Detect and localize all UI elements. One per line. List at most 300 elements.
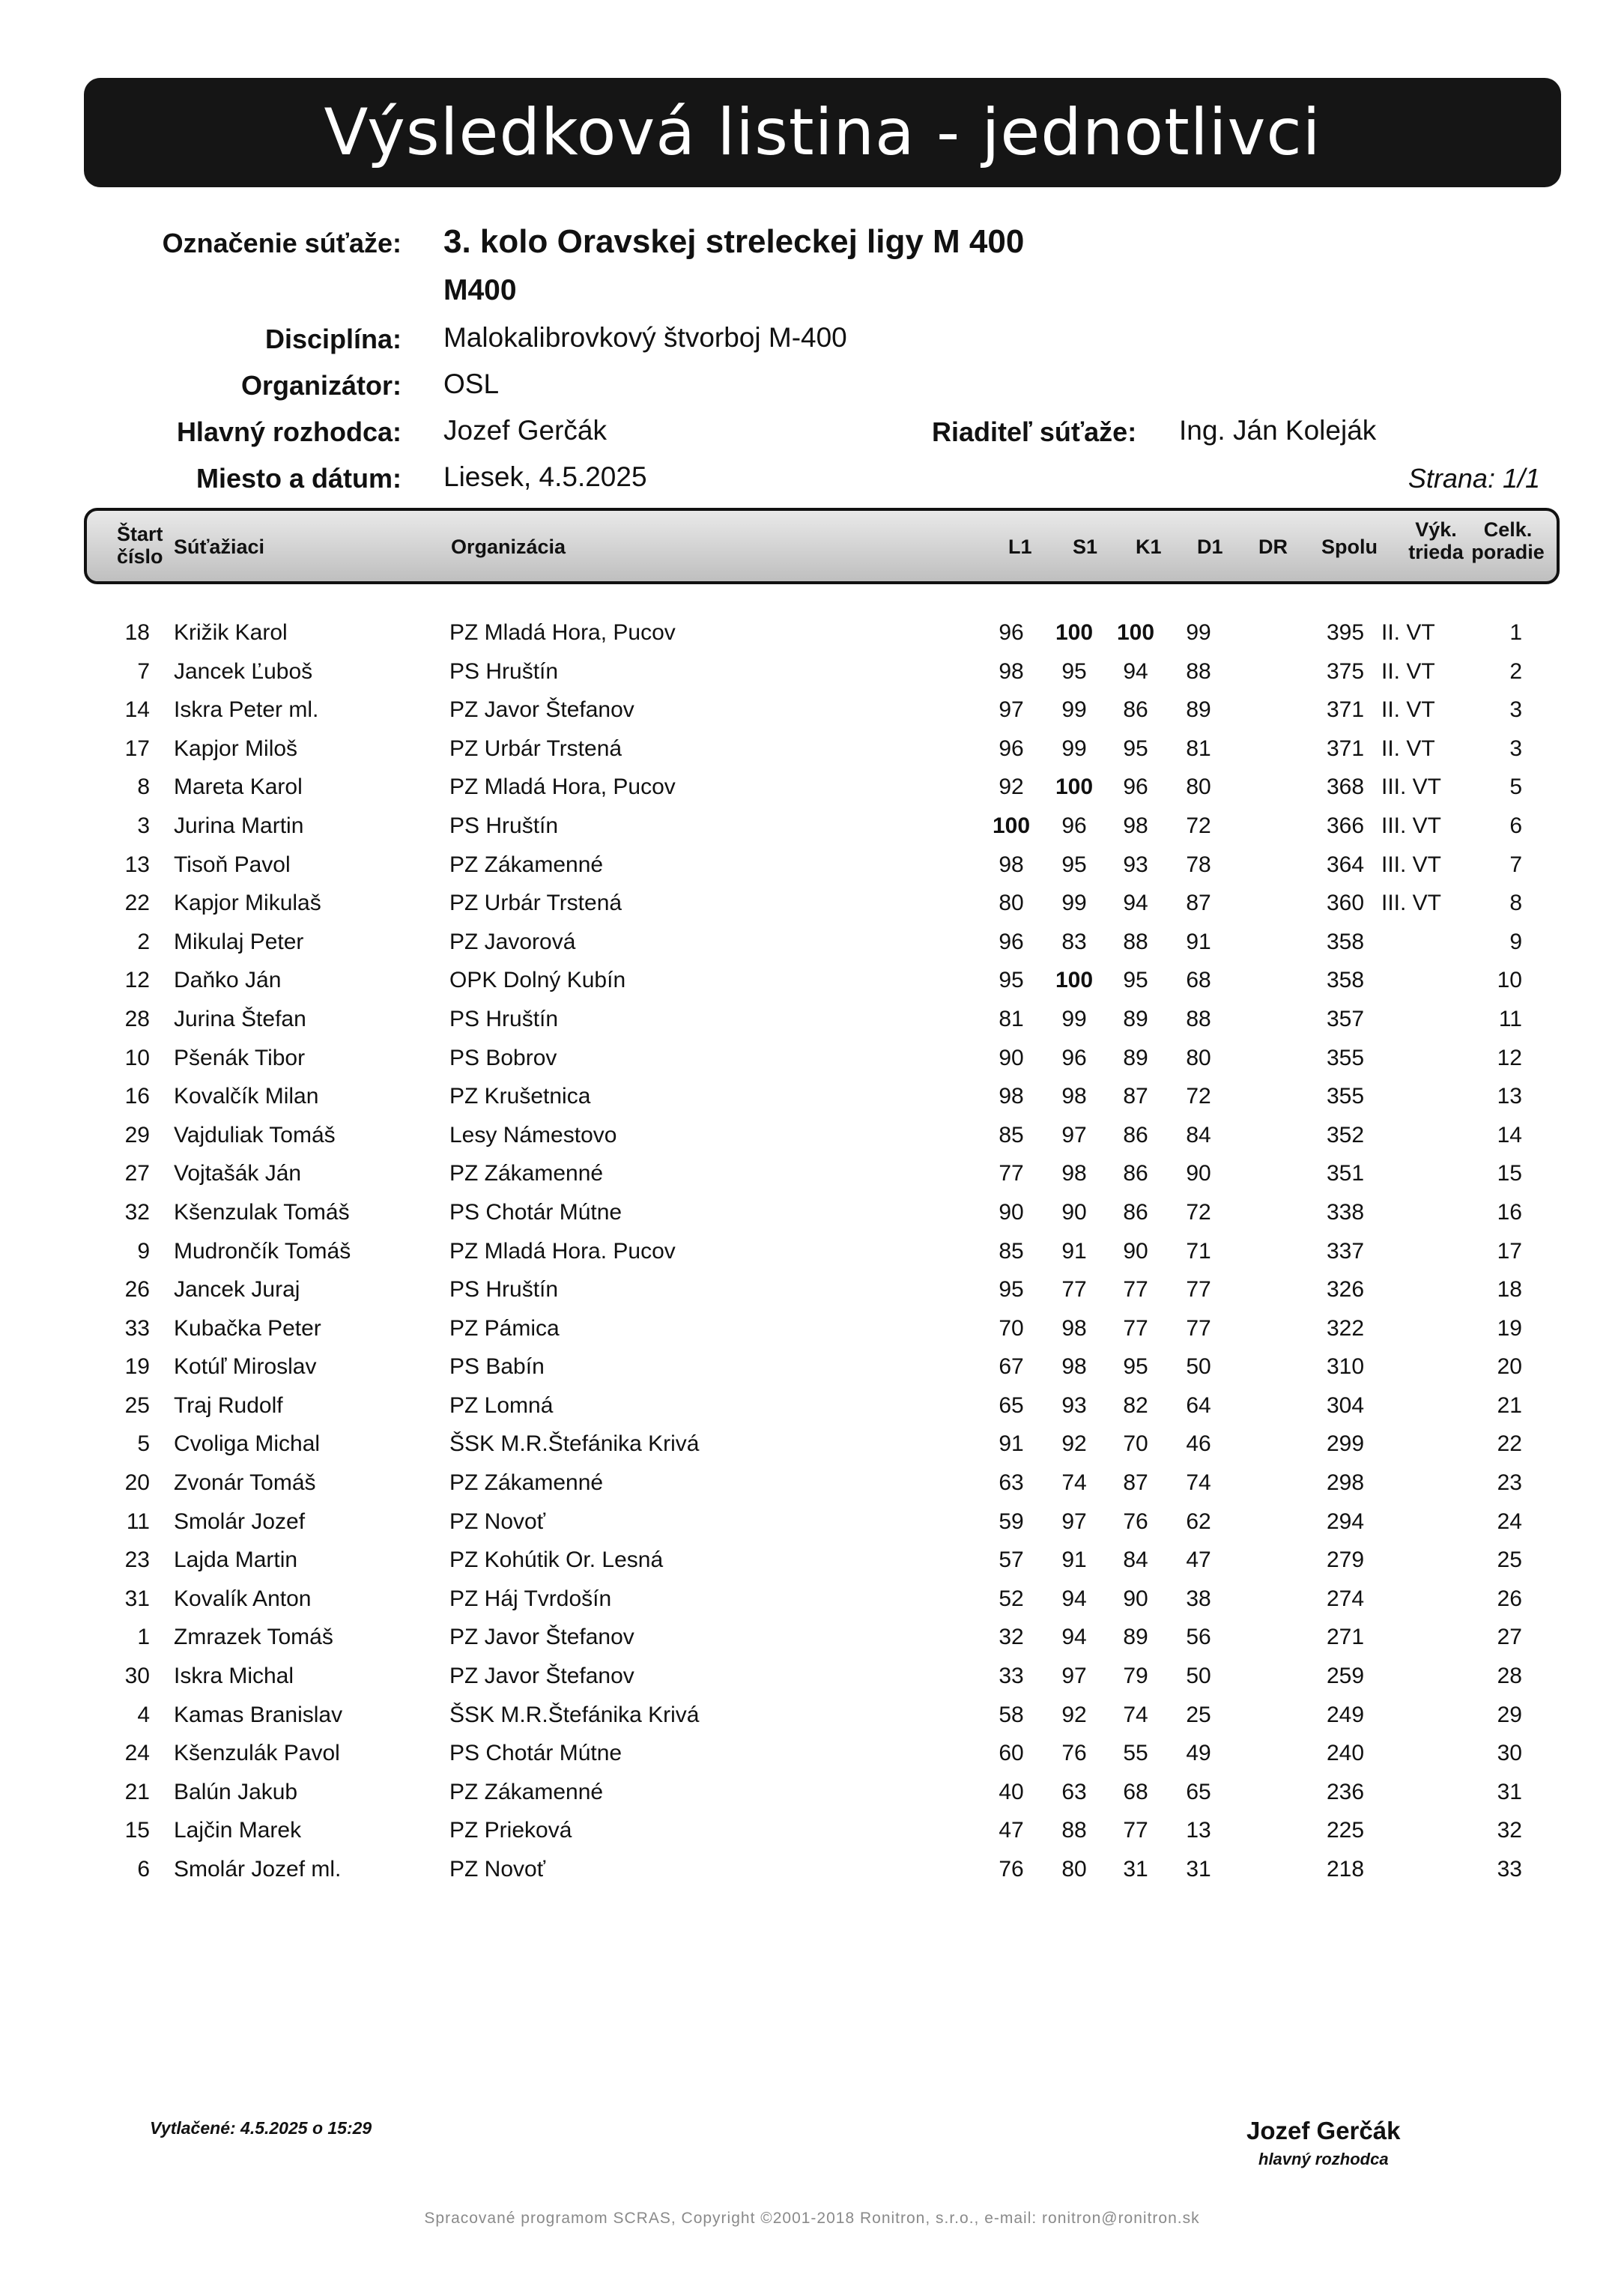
overall-rank: 16 <box>1497 1199 1522 1225</box>
overall-rank: 19 <box>1497 1315 1522 1341</box>
table-row <box>0 1001 1624 1040</box>
table-row <box>0 1233 1624 1272</box>
header-start-line2: číslo <box>117 545 163 568</box>
organization: PS Hruštín <box>449 658 559 684</box>
organization: PZ Urbár Trstená <box>449 736 622 761</box>
competitor-name: Iskra Peter ml. <box>174 697 319 723</box>
competition-sub: M400 <box>443 274 517 306</box>
score-l1: 96 <box>999 620 1024 645</box>
score-l1: 95 <box>999 968 1024 993</box>
table-row <box>0 1078 1624 1117</box>
organization: PZ Javor Štefanov <box>449 697 634 723</box>
header-rank-line1: Celk. <box>1483 518 1533 541</box>
score-l1: 98 <box>999 852 1024 877</box>
competitor-name: Kotúľ Miroslav <box>174 1354 317 1380</box>
table-row <box>0 1774 1624 1813</box>
score-d1: 84 <box>1186 1122 1211 1147</box>
score-l1: 77 <box>999 1161 1024 1186</box>
score-d1: 72 <box>1186 1084 1211 1109</box>
start-number: 27 <box>124 1161 150 1186</box>
start-number: 33 <box>124 1315 150 1341</box>
header-start-line1: Štart <box>117 523 163 545</box>
organization: PZ Háj Tvrdošín <box>449 1586 612 1611</box>
overall-rank: 26 <box>1497 1586 1522 1611</box>
overall-rank: 14 <box>1497 1122 1522 1147</box>
competitor-name: Kšenzulák Pavol <box>174 1741 340 1766</box>
score-total: 259 <box>1326 1664 1365 1689</box>
organization: PZ Novoť <box>449 1857 545 1882</box>
organization: PZ Mladá Hora, Pucov <box>449 774 676 800</box>
score-s1: 76 <box>1061 1741 1087 1766</box>
overall-rank: 24 <box>1497 1509 1522 1534</box>
start-number: 23 <box>124 1547 150 1573</box>
table-row <box>0 730 1624 769</box>
score-k1: 86 <box>1123 697 1148 723</box>
organization: PZ Zákamenné <box>449 1779 604 1804</box>
start-number: 28 <box>124 1006 150 1031</box>
performance-class: III. VT <box>1381 891 1442 916</box>
start-number: 13 <box>124 852 150 877</box>
start-number: 30 <box>124 1664 150 1689</box>
table-row <box>0 1580 1624 1619</box>
performance-class: III. VT <box>1381 813 1442 838</box>
score-total: 274 <box>1326 1586 1365 1611</box>
director-label: Riaditeľ súťaže: <box>932 416 1137 447</box>
organization: PS Hruštín <box>449 1006 559 1031</box>
overall-rank: 2 <box>1509 658 1522 684</box>
start-number: 8 <box>137 774 150 800</box>
score-d1: 50 <box>1186 1354 1211 1380</box>
score-s1: 91 <box>1061 1238 1087 1264</box>
score-total: 218 <box>1326 1857 1365 1882</box>
competitor-name: Jurina Martin <box>174 813 304 838</box>
overall-rank: 7 <box>1509 852 1522 877</box>
organization: PZ Lomná <box>449 1392 554 1418</box>
score-total: 395 <box>1326 620 1365 645</box>
table-row <box>0 924 1624 962</box>
score-s1: 96 <box>1061 813 1087 838</box>
table-row <box>0 1619 1624 1658</box>
overall-rank: 29 <box>1497 1702 1522 1727</box>
score-s1: 98 <box>1061 1315 1087 1341</box>
score-d1: 89 <box>1186 697 1211 723</box>
overall-rank: 11 <box>1498 1006 1522 1031</box>
score-l1: 32 <box>999 1625 1024 1650</box>
score-total: 358 <box>1326 929 1365 954</box>
overall-rank: 6 <box>1509 813 1522 838</box>
header-organization: Organizácia <box>451 536 566 558</box>
score-s1: 99 <box>1061 697 1087 723</box>
start-number: 18 <box>124 620 150 645</box>
score-s1: 99 <box>1061 736 1087 761</box>
overall-rank: 3 <box>1509 697 1522 723</box>
competitor-name: Iskra Michal <box>174 1664 294 1689</box>
score-d1: 77 <box>1186 1277 1211 1303</box>
organization: PZ Zákamenné <box>449 1470 604 1496</box>
score-d1: 80 <box>1186 774 1211 800</box>
start-number: 26 <box>124 1277 150 1303</box>
score-total: 375 <box>1326 658 1365 684</box>
score-d1: 77 <box>1186 1315 1211 1341</box>
overall-rank: 10 <box>1497 968 1522 993</box>
competitor-name: Jancek Juraj <box>174 1277 300 1303</box>
start-number: 3 <box>137 813 150 838</box>
score-k1: 74 <box>1123 1702 1148 1727</box>
score-d1: 49 <box>1186 1741 1211 1766</box>
score-total: 351 <box>1326 1161 1365 1186</box>
score-d1: 80 <box>1186 1045 1211 1070</box>
competitor-name: Daňko Ján <box>174 968 282 993</box>
score-total: 299 <box>1326 1431 1365 1457</box>
table-row <box>0 614 1624 653</box>
score-d1: 78 <box>1186 852 1211 877</box>
score-total: 279 <box>1326 1547 1365 1573</box>
score-d1: 64 <box>1186 1392 1211 1418</box>
score-d1: 88 <box>1186 1006 1211 1031</box>
organization: PZ Javorová <box>449 929 576 954</box>
score-k1: 76 <box>1123 1509 1148 1534</box>
page-title: Výsledková listina - jednotlivci <box>324 95 1321 170</box>
start-number: 15 <box>124 1818 150 1843</box>
score-total: 236 <box>1326 1779 1365 1804</box>
table-row <box>0 1040 1624 1079</box>
organization: PZ Javor Štefanov <box>449 1625 634 1650</box>
header-rank-line2: poradie <box>1471 541 1545 563</box>
score-s1: 92 <box>1061 1702 1087 1727</box>
table-row <box>0 1541 1624 1580</box>
score-s1: 74 <box>1061 1470 1087 1496</box>
start-number: 12 <box>124 968 150 993</box>
overall-rank: 31 <box>1497 1779 1522 1804</box>
results-table <box>0 614 1624 1890</box>
table-row <box>0 885 1624 924</box>
start-number: 17 <box>124 736 150 761</box>
score-d1: 71 <box>1186 1238 1211 1264</box>
score-l1: 96 <box>999 929 1024 954</box>
score-s1: 96 <box>1061 1045 1087 1070</box>
score-l1: 81 <box>999 1006 1024 1031</box>
score-total: 357 <box>1326 1006 1365 1031</box>
start-number: 6 <box>137 1857 150 1882</box>
competitor-name: Zvonár Tomáš <box>174 1470 316 1496</box>
overall-rank: 22 <box>1497 1431 1522 1457</box>
table-row <box>0 1155 1624 1194</box>
table-row <box>0 962 1624 1001</box>
competitor-name: Smolár Jozef <box>174 1509 306 1534</box>
discipline-label: Disciplína: <box>264 324 402 354</box>
overall-rank: 21 <box>1497 1392 1522 1418</box>
score-l1: 58 <box>999 1702 1024 1727</box>
performance-class: III. VT <box>1381 852 1442 877</box>
score-l1: 85 <box>999 1238 1024 1264</box>
table-row <box>0 1697 1624 1735</box>
score-total: 298 <box>1326 1470 1365 1496</box>
score-k1: 86 <box>1123 1122 1148 1147</box>
score-k1: 98 <box>1123 813 1148 838</box>
start-number: 25 <box>124 1392 150 1418</box>
competitor-name: Kubačka Peter <box>174 1315 321 1341</box>
score-k1: 86 <box>1123 1199 1148 1225</box>
score-k1: 94 <box>1123 658 1148 684</box>
score-total: 355 <box>1326 1084 1365 1109</box>
performance-class: II. VT <box>1381 658 1435 684</box>
score-s1: 95 <box>1061 658 1087 684</box>
score-k1: 70 <box>1123 1431 1148 1457</box>
table-header <box>84 508 1560 584</box>
overall-rank: 3 <box>1509 736 1522 761</box>
competitor-name: Mareta Karol <box>174 774 303 800</box>
start-number: 21 <box>124 1779 150 1804</box>
score-l1: 95 <box>999 1277 1024 1303</box>
score-total: 240 <box>1326 1741 1365 1766</box>
score-d1: 68 <box>1186 968 1211 993</box>
score-total: 352 <box>1326 1122 1365 1147</box>
competition-label: Označenie súťaže: <box>162 228 402 258</box>
score-total: 326 <box>1326 1277 1365 1303</box>
performance-class: II. VT <box>1381 736 1435 761</box>
score-s1: 100 <box>1055 968 1094 993</box>
score-k1: 100 <box>1116 620 1155 645</box>
table-row <box>0 807 1624 846</box>
score-k1: 79 <box>1123 1664 1148 1689</box>
header-dr: DR <box>1258 536 1288 558</box>
score-d1: 91 <box>1186 929 1211 954</box>
score-l1: 80 <box>999 891 1024 916</box>
organization: Lesy Námestovo <box>449 1122 617 1147</box>
score-k1: 77 <box>1123 1315 1148 1341</box>
competition-value: 3. kolo Oravskej streleckej ligy M 400 <box>443 223 1025 260</box>
competitor-name: Križik Karol <box>174 620 288 645</box>
header-total: Spolu <box>1321 536 1378 558</box>
score-s1: 97 <box>1061 1509 1087 1534</box>
score-k1: 77 <box>1123 1818 1148 1843</box>
start-number: 29 <box>124 1122 150 1147</box>
score-l1: 40 <box>999 1779 1024 1804</box>
start-number: 1 <box>137 1625 150 1650</box>
judge-value: Jozef Gerčák <box>443 415 607 446</box>
organization: PZ Zákamenné <box>449 852 604 877</box>
competitor-name: Kamas Branislav <box>174 1702 343 1727</box>
competitor-name: Kšenzulak Tomáš <box>174 1199 350 1225</box>
overall-rank: 1 <box>1509 620 1522 645</box>
competitor-name: Zmrazek Tomáš <box>174 1625 333 1650</box>
score-d1: 65 <box>1186 1779 1211 1804</box>
score-s1: 80 <box>1061 1857 1087 1882</box>
score-l1: 70 <box>999 1315 1024 1341</box>
start-number: 24 <box>124 1741 150 1766</box>
discipline-value: Malokalibrovkový štvorboj M-400 <box>443 322 847 353</box>
organization: PZ Javor Štefanov <box>449 1664 634 1689</box>
score-l1: 63 <box>999 1470 1024 1496</box>
score-k1: 96 <box>1123 774 1148 800</box>
overall-rank: 20 <box>1497 1354 1522 1380</box>
organization: PZ Novoť <box>449 1509 545 1534</box>
score-d1: 56 <box>1186 1625 1211 1650</box>
score-d1: 38 <box>1186 1586 1211 1611</box>
overall-rank: 28 <box>1497 1664 1522 1689</box>
overall-rank: 25 <box>1497 1547 1522 1573</box>
overall-rank: 12 <box>1497 1045 1522 1070</box>
score-d1: 72 <box>1186 1199 1211 1225</box>
organization: PS Hruštín <box>449 1277 559 1303</box>
start-number: 5 <box>137 1431 150 1457</box>
place-value: Liesek, 4.5.2025 <box>443 461 647 492</box>
organization: PZ Prieková <box>449 1818 572 1843</box>
competitor-name: Mikulaj Peter <box>174 929 304 954</box>
competitor-name: Kovalčík Milan <box>174 1084 319 1109</box>
header-start <box>117 523 163 568</box>
score-d1: 72 <box>1186 813 1211 838</box>
header-s1: S1 <box>1073 536 1098 558</box>
score-s1: 97 <box>1061 1122 1087 1147</box>
score-k1: 89 <box>1123 1045 1148 1070</box>
competition-info <box>0 0 1624 509</box>
score-s1: 63 <box>1061 1779 1087 1804</box>
overall-rank: 27 <box>1497 1625 1522 1650</box>
score-total: 271 <box>1326 1625 1365 1650</box>
score-total: 294 <box>1326 1509 1365 1534</box>
score-d1: 62 <box>1186 1509 1211 1534</box>
table-row <box>0 1117 1624 1156</box>
header-d1: D1 <box>1197 536 1223 558</box>
judge-label: Hlavný rozhodca: <box>176 416 402 447</box>
competitor-name: Balún Jakub <box>174 1779 298 1804</box>
score-d1: 31 <box>1186 1857 1211 1882</box>
table-row <box>0 691 1624 730</box>
overall-rank: 13 <box>1497 1084 1522 1109</box>
header-competitors: Súťažiaci <box>174 536 264 558</box>
organization: PZ Pámica <box>449 1315 560 1341</box>
score-l1: 96 <box>999 736 1024 761</box>
score-s1: 77 <box>1061 1277 1087 1303</box>
score-s1: 98 <box>1061 1161 1087 1186</box>
score-k1: 68 <box>1123 1779 1148 1804</box>
table-row <box>0 1658 1624 1697</box>
organization: ŠSK M.R.Štefánika Krivá <box>449 1431 700 1457</box>
score-s1: 91 <box>1061 1547 1087 1573</box>
table-row <box>0 653 1624 692</box>
score-total: 322 <box>1326 1315 1365 1341</box>
start-number: 9 <box>137 1238 150 1264</box>
score-s1: 93 <box>1061 1392 1087 1418</box>
score-d1: 50 <box>1186 1664 1211 1689</box>
score-k1: 86 <box>1123 1161 1148 1186</box>
table-row <box>0 1464 1624 1503</box>
score-l1: 91 <box>999 1431 1024 1457</box>
organization: PS Hruštín <box>449 813 559 838</box>
table-row <box>0 1812 1624 1851</box>
start-number: 20 <box>124 1470 150 1496</box>
start-number: 16 <box>124 1084 150 1109</box>
start-number: 4 <box>137 1702 150 1727</box>
score-d1: 90 <box>1186 1161 1211 1186</box>
score-total: 304 <box>1326 1392 1365 1418</box>
competitor-name: Jancek Ľuboš <box>174 658 313 684</box>
table-row <box>0 1310 1624 1349</box>
score-total: 368 <box>1326 774 1365 800</box>
start-number: 10 <box>124 1045 150 1070</box>
organization: PZ Urbár Trstená <box>449 891 622 916</box>
score-total: 364 <box>1326 852 1365 877</box>
table-row <box>0 1194 1624 1233</box>
score-s1: 99 <box>1061 1006 1087 1031</box>
organization: PZ Mladá Hora. Pucov <box>449 1238 676 1264</box>
organization: PS Chotár Mútne <box>449 1199 622 1225</box>
competitor-name: Kovalík Anton <box>174 1586 312 1611</box>
score-total: 225 <box>1326 1818 1365 1843</box>
start-number: 31 <box>124 1586 150 1611</box>
signer-name: Jozef Gerčák <box>1246 2117 1401 2144</box>
score-total: 338 <box>1326 1199 1365 1225</box>
start-number: 22 <box>124 891 150 916</box>
performance-class: II. VT <box>1381 697 1435 723</box>
table-row <box>0 1271 1624 1310</box>
score-total: 360 <box>1326 891 1365 916</box>
overall-rank: 23 <box>1497 1470 1522 1496</box>
overall-rank: 5 <box>1509 774 1522 800</box>
score-s1: 88 <box>1061 1818 1087 1843</box>
overall-rank: 15 <box>1497 1161 1522 1186</box>
score-total: 366 <box>1326 813 1365 838</box>
competitor-name: Cvoliga Michal <box>174 1431 321 1457</box>
header-class-line1: Výk. <box>1415 518 1457 541</box>
score-total: 355 <box>1326 1045 1365 1070</box>
table-row <box>0 1851 1624 1890</box>
score-s1: 98 <box>1061 1084 1087 1109</box>
table-row <box>0 1387 1624 1426</box>
organization: ŠSK M.R.Štefánika Krivá <box>449 1702 700 1727</box>
table-row <box>0 846 1624 885</box>
score-d1: 47 <box>1186 1547 1211 1573</box>
score-l1: 67 <box>999 1354 1024 1380</box>
score-k1: 93 <box>1123 852 1148 877</box>
competitor-name: Traj Rudolf <box>174 1392 283 1418</box>
start-number: 19 <box>124 1354 150 1380</box>
competitor-name: Jurina Štefan <box>174 1006 306 1031</box>
score-l1: 59 <box>999 1509 1024 1534</box>
organization: PS Chotár Mútne <box>449 1741 622 1766</box>
score-total: 337 <box>1326 1238 1365 1264</box>
start-number: 11 <box>126 1509 150 1534</box>
score-d1: 46 <box>1186 1431 1211 1457</box>
score-s1: 92 <box>1061 1431 1087 1457</box>
score-l1: 33 <box>999 1664 1024 1689</box>
score-l1: 98 <box>999 658 1024 684</box>
score-d1: 87 <box>1186 891 1211 916</box>
director-value: Ing. Ján Koleják <box>1179 415 1377 446</box>
score-s1: 98 <box>1061 1354 1087 1380</box>
score-total: 249 <box>1326 1702 1365 1727</box>
score-d1: 74 <box>1186 1470 1211 1496</box>
score-s1: 94 <box>1061 1625 1087 1650</box>
organization: PS Bobrov <box>449 1045 557 1070</box>
score-total: 310 <box>1326 1354 1365 1380</box>
score-l1: 85 <box>999 1122 1024 1147</box>
organization: PS Babín <box>449 1354 545 1380</box>
competitor-name: Vojtašák Ján <box>174 1161 302 1186</box>
overall-rank: 9 <box>1509 929 1522 954</box>
score-k1: 87 <box>1123 1470 1148 1496</box>
performance-class: II. VT <box>1381 620 1435 645</box>
header-class <box>1401 518 1471 563</box>
header-k1: K1 <box>1136 536 1162 558</box>
score-d1: 81 <box>1186 736 1211 761</box>
overall-rank: 17 <box>1497 1238 1522 1264</box>
competitor-name: Kapjor Miloš <box>174 736 298 761</box>
score-l1: 57 <box>999 1547 1024 1573</box>
page-number: Strana: 1/1 <box>1408 463 1540 494</box>
score-d1: 25 <box>1186 1702 1211 1727</box>
